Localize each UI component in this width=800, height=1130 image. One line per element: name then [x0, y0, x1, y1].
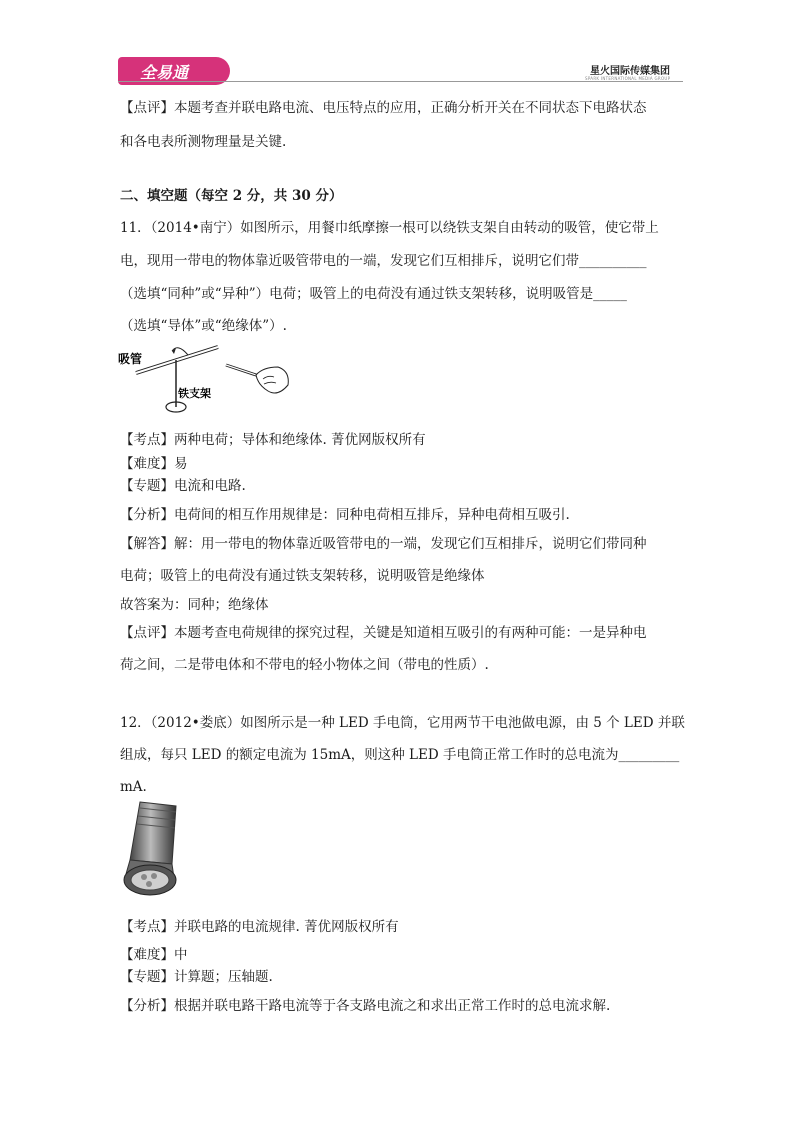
- q11-fenxi: 【分析】电荷间的相互作用规律是：同种电荷相互排斥，异种电荷相互吸引.: [120, 507, 570, 523]
- q11-dianping-2: 荷之间，二是带电体和不带电的轻小物体之间（带电的性质）.: [120, 657, 489, 673]
- flashlight-figure: [118, 800, 188, 900]
- q11-nandu: 【难度】易: [120, 456, 188, 472]
- q12-kaodian: 【考点】并联电路的电流规律. 菁优网版权所有: [120, 919, 399, 935]
- hand-drawing: [256, 367, 288, 393]
- straw-inner: [136, 347, 218, 373]
- q12-zhuanti: 【专题】计算题；压轴题.: [120, 969, 273, 985]
- q11-line-4: （选填“导体”或“绝缘体”）.: [120, 318, 287, 334]
- q12-line-2: 组成，每只 LED 的额定电流为 15mA，则这种 LED 手电筒正常工作时的总电流为_________: [120, 747, 680, 763]
- comment-line-1: 【点评】本题考查并联电路电流、电压特点的应用，正确分析开关在不同状态下电路状态: [120, 100, 647, 116]
- section-heading: 二、填空题（每空 2 分，共 30 分）: [120, 188, 343, 204]
- logo-text: 全易通: [140, 63, 189, 82]
- q11-line-3: （选填“同种”或“异种”）电荷；吸管上的电荷没有通过铁支架转移，说明吸管是_____: [120, 286, 627, 302]
- comment-line-2: 和各电表所测物理量是关键.: [120, 134, 287, 150]
- q11-zhuanti: 【专题】电流和电路.: [120, 478, 246, 494]
- q11-kaodian: 【考点】两种电荷；导体和绝缘体. 菁优网版权所有: [120, 432, 426, 448]
- led-1: [141, 874, 147, 880]
- q11-jieda-1: 【解答】解：用一带电的物体靠近吸管带电的一端，发现它们互相排斥，说明它们带同种: [120, 536, 647, 552]
- q12-line-3: mA.: [120, 779, 147, 795]
- straw-stand-figure: [118, 345, 298, 417]
- q11-answer: 故答案为：同种；绝缘体: [120, 597, 269, 613]
- brand-subtitle: SPARK INTERNATIONAL MEDIA GROUP: [585, 76, 671, 81]
- q12-line-1: 12．（2012•娄底）如图所示是一种 LED 手电筒，它用两节干电池做电源，由 5 个 LED 并联: [120, 715, 685, 731]
- header-divider: [118, 81, 683, 82]
- q12-nandu: 【难度】中: [120, 947, 188, 963]
- led-3: [146, 881, 152, 887]
- led-2: [151, 873, 157, 879]
- straw-label: 吸管: [118, 352, 143, 366]
- flashlight-lens: [131, 870, 169, 890]
- q11-line-1: 11．（2014•南宁）如图所示，用餐巾纸摩擦一根可以绕铁支架自由转动的吸管，使它带上: [120, 220, 659, 236]
- q11-dianping-1: 【点评】本题考查电荷规律的探究过程，关键是知道相互吸引的有两种可能：一是异种电: [120, 625, 647, 641]
- stand-label: 铁支架: [178, 387, 211, 400]
- q11-jieda-2: 电荷；吸管上的电荷没有通过铁支架转移，说明吸管是绝缘体: [120, 568, 485, 584]
- brand-name: 星火国际传媒集团: [590, 66, 670, 77]
- q11-line-2: 电，现用一带电的物体靠近吸管带电的一端，发现它们互相排斥，说明它们带__________: [120, 253, 647, 269]
- q12-fenxi: 【分析】根据并联电路干路电流等于各支路电流之和求出正常工作时的总电流求解.: [120, 998, 611, 1014]
